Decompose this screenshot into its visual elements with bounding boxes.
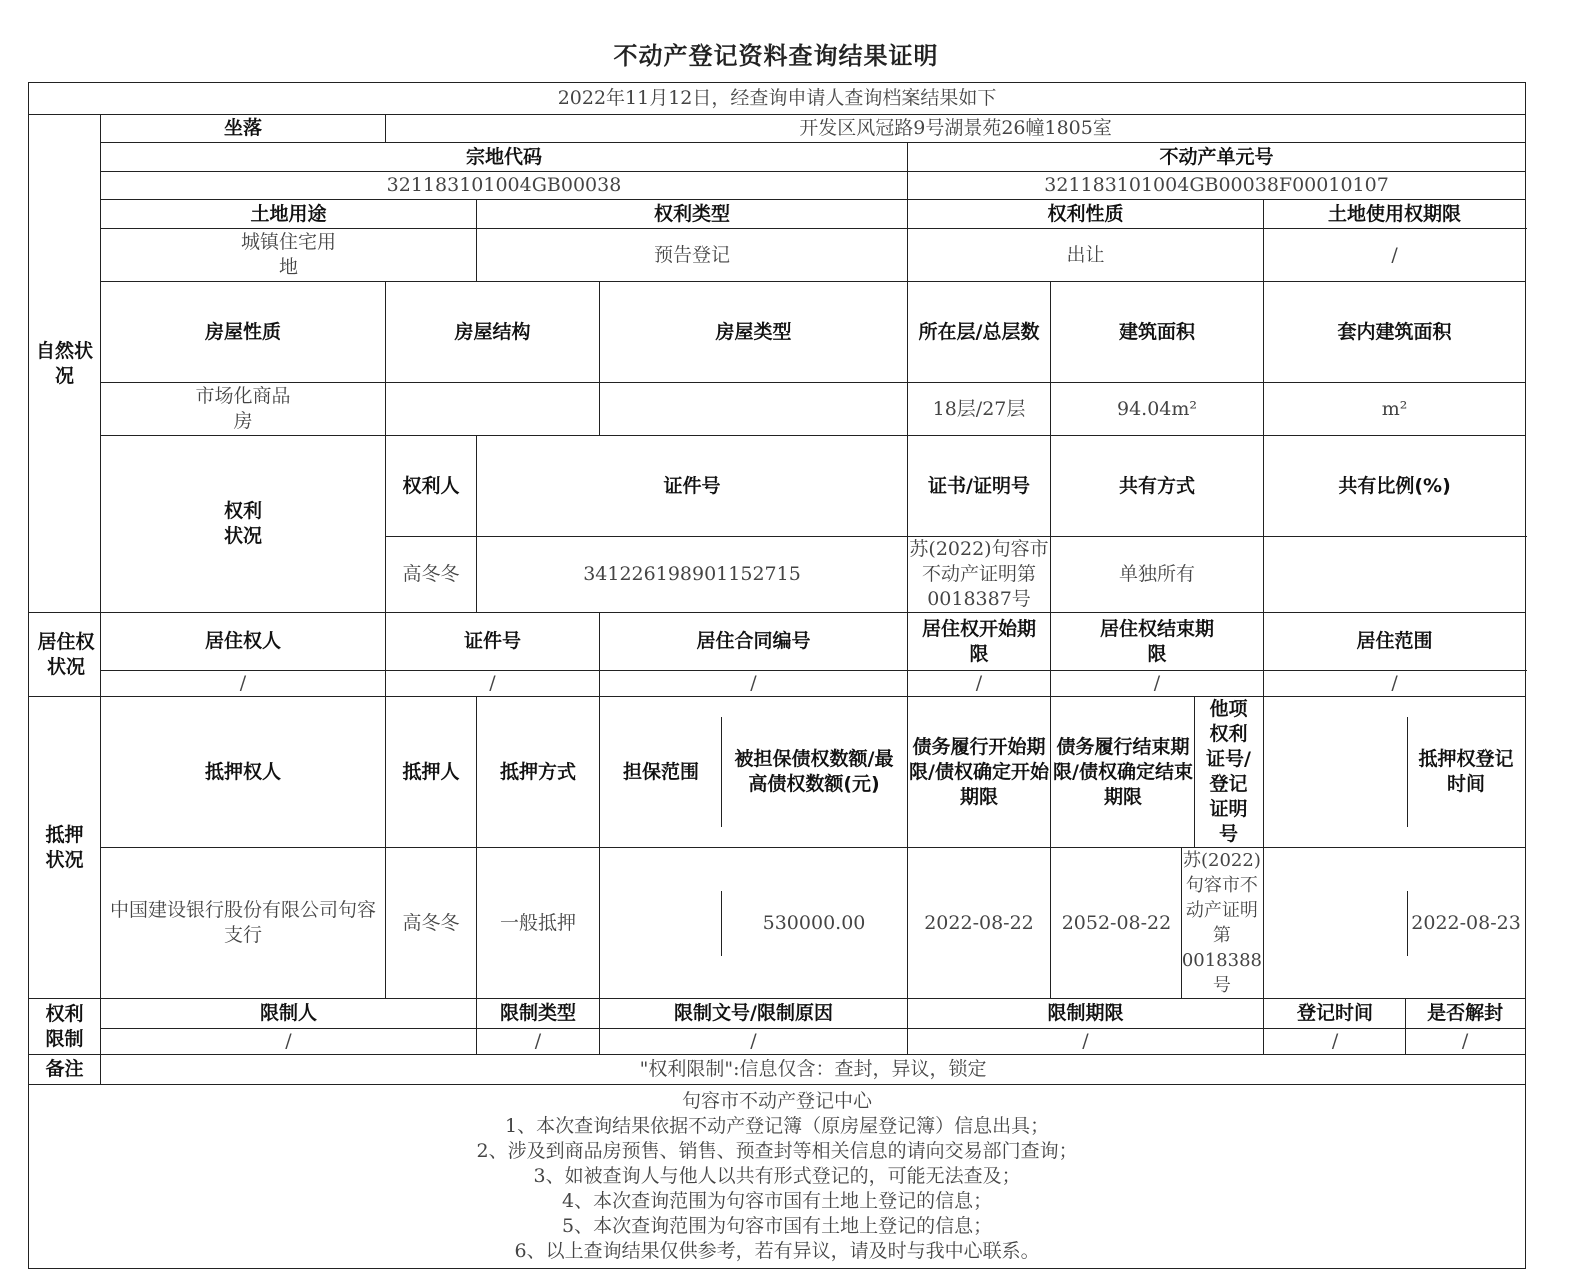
restriction-section-label: 权利限制 xyxy=(29,999,101,1055)
page-title: 不动产登记资料查询结果证明 xyxy=(613,42,939,70)
residence-holder-value: / xyxy=(101,671,386,697)
residence-id-value: / xyxy=(386,671,600,697)
right-type-value: 预告登记 xyxy=(477,229,908,282)
parcel-code-value: 321183101004GB00038 xyxy=(101,172,908,200)
unit-no-label: 不动产单元号 xyxy=(908,143,1526,172)
floor-value: 18层/27层 xyxy=(908,383,1051,436)
restriction-released-value: / xyxy=(1461,1030,1469,1052)
scope-label: 担保范围 xyxy=(622,760,699,783)
inner-area-label: 套内建筑面积 xyxy=(1264,282,1526,383)
mortgage-scope-amount-values xyxy=(600,848,908,999)
parcel-code-label: 宗地代码 xyxy=(101,143,908,172)
area-label: 建筑面积 xyxy=(1051,282,1264,383)
restriction-period-value: / xyxy=(908,1029,1264,1055)
restriction-doc-value: / xyxy=(600,1029,908,1055)
note-line: 4、本次查询范围为句容市国有土地上登记的信息； xyxy=(562,1190,993,1212)
amount-value: 530000.00 xyxy=(762,911,866,934)
query-line: 2022年11月12日，经查询申请人查询档案结果如下 xyxy=(29,83,1526,115)
residence-start-value: / xyxy=(908,671,1051,697)
mortgagee-label: 抵押权人 xyxy=(101,697,386,848)
note-line: 6、以上查询结果仅供参考，若有异议，请及时与我中心联系。 xyxy=(514,1240,1040,1262)
residence-start-label: 居住权开始期限 xyxy=(908,613,1051,671)
note-line: 2、涉及到商品房预售、销售、预查封等相关信息的请向交易部门查询； xyxy=(476,1140,1078,1162)
restriction-type-label: 限制类型 xyxy=(477,999,600,1029)
note-line: 5、本次查询范围为句容市国有土地上登记的信息； xyxy=(562,1215,993,1237)
house-structure-value xyxy=(386,383,600,436)
mortgage-reg-time-label: 抵押权登记时间 xyxy=(1264,697,1526,848)
house-type-value xyxy=(600,383,908,436)
holder-label: 权利人 xyxy=(386,436,477,537)
house-nature-label: 房屋性质 xyxy=(101,282,386,383)
restriction-reg-time-value: / xyxy=(1331,1030,1339,1052)
cert-label: 证书/证明号 xyxy=(908,436,1051,537)
house-structure-label: 房屋结构 xyxy=(386,282,600,383)
unit-no-value: 321183101004GB00038F00010107 xyxy=(908,172,1526,200)
house-type-label: 房屋类型 xyxy=(600,282,908,383)
restriction-reg-released-values xyxy=(1264,1029,1526,1055)
mortgagor-label: 抵押人 xyxy=(386,697,477,848)
land-term-value: / xyxy=(1264,229,1526,282)
right-type-label: 权利类型 xyxy=(477,200,908,229)
mortgage-reg-time-value: 2022-08-23 xyxy=(1264,848,1526,999)
natural-section-label: 自然状况 xyxy=(29,115,101,613)
location-value: 开发区风冠路9号湖景苑26幢1805室 xyxy=(386,115,1526,143)
residence-end-value: / xyxy=(1051,671,1264,697)
remark-text: "权利限制":信息仅含：查封，异议，锁定 xyxy=(101,1055,1526,1085)
land-use-label: 土地用途 xyxy=(101,200,477,229)
restriction-person-value: / xyxy=(101,1029,477,1055)
method-value: 一般抵押 xyxy=(477,848,600,999)
note-line: 3、如被查询人与他人以共有形式登记的，可能无法查及； xyxy=(533,1165,1021,1187)
mortgage-end-other-labels xyxy=(1051,697,1264,848)
mortgagor-value: 高冬冬 xyxy=(386,848,477,999)
floor-label: 所在层/总层数 xyxy=(908,282,1051,383)
share-mode-label: 共有方式 xyxy=(1051,436,1264,537)
mortgage-end-value: 2052-08-22 xyxy=(1061,911,1172,934)
right-nature-value: 出让 xyxy=(908,229,1264,282)
mortgage-scope-amount-labels xyxy=(600,697,908,848)
holder-value: 高冬冬 xyxy=(386,537,477,613)
residence-scope-value: / xyxy=(1264,671,1526,697)
area-value: 94.04m² xyxy=(1051,383,1264,436)
mortgage-end-label: 债务履行结束期限/债权确定结束期限 xyxy=(1053,735,1193,808)
mortgage-start-value: 2022-08-22 xyxy=(908,848,1051,999)
right-nature-label: 权利性质 xyxy=(908,200,1264,229)
mortgagee-value: 中国建设银行股份有限公司句容支行 xyxy=(101,848,386,999)
restriction-reg-time-label: 登记时间 xyxy=(1297,1002,1374,1024)
rights-section-label: 权利状况 xyxy=(101,436,386,613)
residence-holder-label: 居住权人 xyxy=(101,613,386,671)
footer-notes xyxy=(29,1085,1526,1269)
restriction-period-label: 限制期限 xyxy=(908,999,1264,1029)
query-result-table xyxy=(28,82,1526,1269)
amount-label: 被担保债权数额/最高债权数额(元) xyxy=(734,748,894,795)
share-ratio-value xyxy=(1264,537,1526,613)
note-line: 1、本次查询结果依据不动产登记簿（原房屋登记簿）信息出具； xyxy=(505,1115,1050,1137)
remark-label: 备注 xyxy=(29,1055,101,1085)
location-label: 坐落 xyxy=(101,115,386,143)
share-ratio-label: 共有比例(%) xyxy=(1264,436,1526,537)
residence-contract-value: / xyxy=(600,671,908,697)
other-cert-label: 他项权利证号/登记证明号 xyxy=(1206,698,1251,845)
restriction-doc-label: 限制文号/限制原因 xyxy=(600,999,908,1029)
mortgage-start-label: 债务履行开始期限/债权确定开始期限 xyxy=(908,697,1051,848)
share-mode-value: 单独所有 xyxy=(1051,537,1264,613)
mortgage-section-label: 抵押状况 xyxy=(29,697,101,999)
residence-id-label: 证件号 xyxy=(386,613,600,671)
issuer-name: 句容市不动产登记中心 xyxy=(682,1090,873,1112)
cert-value: 苏(2022)句容市不动产证明第0018387号 xyxy=(908,537,1051,613)
inner-area-value: m² xyxy=(1264,383,1526,436)
land-use-value: 城镇住宅用地 xyxy=(101,229,477,282)
other-cert-value: 苏(2022)句容市不动产证明第0018388号 xyxy=(1181,850,1262,996)
residence-scope-label: 居住范围 xyxy=(1264,613,1526,671)
id-value: 341226198901152715 xyxy=(477,537,908,613)
restriction-reg-released-labels xyxy=(1264,999,1526,1029)
land-term-label: 土地使用权期限 xyxy=(1264,200,1526,229)
house-nature-value: 市场化商品房 xyxy=(101,383,386,436)
residence-end-label: 居住权结束期限 xyxy=(1051,613,1264,671)
restriction-type-value: / xyxy=(477,1029,600,1055)
restriction-released-label: 是否解封 xyxy=(1427,1002,1504,1024)
residence-section-label: 居住权状况 xyxy=(29,613,101,697)
residence-contract-label: 居住合同编号 xyxy=(600,613,908,671)
method-label: 抵押方式 xyxy=(477,697,600,848)
id-label: 证件号 xyxy=(477,436,908,537)
restriction-person-label: 限制人 xyxy=(101,999,477,1029)
mortgage-end-other-values xyxy=(1051,848,1264,999)
